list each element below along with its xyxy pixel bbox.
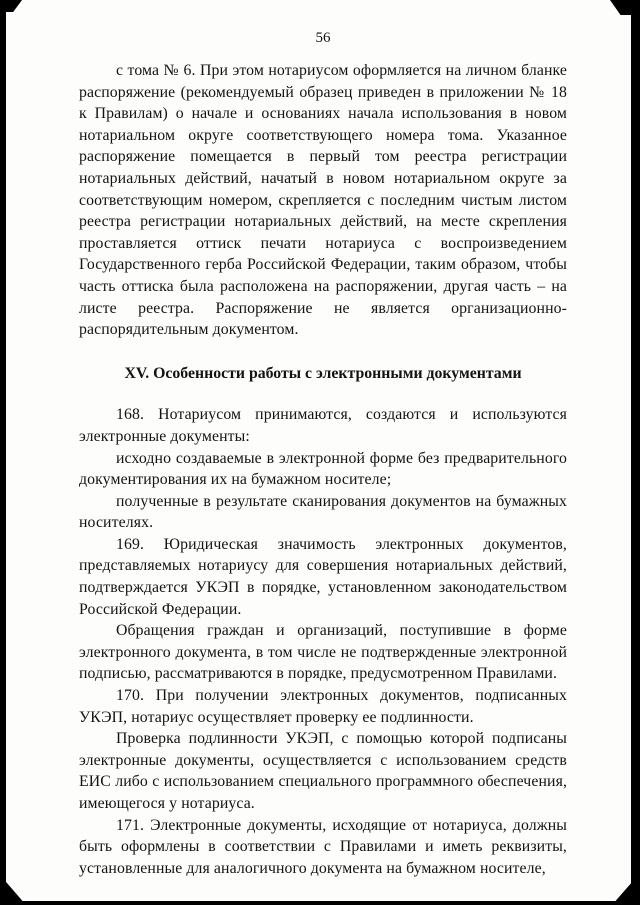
scan-artifact-top-right-corner: [610, 0, 640, 15]
paragraph-item-169-sub: Обращения граждан и организаций, поступившие в форме электронного документа, в том числе не подтвержденные электронной подписью, рассматриваются в порядке, предусмотренном Правилами.: [79, 622, 567, 683]
scan-artifact-bottom-edge: [0, 901, 640, 905]
page-content: [79, 30, 567, 879]
paragraph-item-168: 168. Нотариусом принимаются, создаются и используются электронные документы:: [79, 406, 567, 445]
scan-artifact-top-left-corner: [0, 0, 22, 12]
paragraph-continuation: с тома № 6. При этом нотариусом оформляется на личном бланке распоряжение (рекомендуемый образец приведен в приложении № 18 к Правилам) о начале и основаниях начала использования в новом нотариальном округе соответствующего номера тома. Указанное распоряжение помещается в первый том реестра регистрации нотариальных действий, начатый в новом нотариальном округе за соответствующим номером, скрепляется с последним чистым листом реестра регистрации нотариальных действий, на месте скрепления проставляется оттиск печати нотариуса с воспроизведением Государственного герба Российской Федерации, таким образом, чтобы часть оттиска была расположена на распоряжении, другая часть – на листе реестра. Распоряжение не является организационно-распорядительным документом.: [79, 62, 567, 339]
scan-artifact-left-edge: [0, 0, 6, 905]
section-heading: XV. Особенности работы с электронными документами: [124, 364, 522, 382]
paragraph-item-168-sub-1: исходно создаваемые в электронной форме без предварительного документирования их на бумажном носителе;: [79, 449, 567, 489]
page-number: 56: [315, 30, 331, 46]
paragraph-item-169: 169. Юридическая значимость электронных документов, представляемых нотариусу для совершения нотариальных действий, подтверждается УКЭП в порядке, установленном законодательством Российской Федерации.: [79, 535, 567, 618]
paragraph-item-170: 170. При получении электронных документов, подписанных УКЭП, нотариус осуществляет проверку ее подлинности.: [79, 687, 567, 726]
paragraph-item-168-sub-2: полученные в результате сканирования документов на бумажных носителях.: [79, 492, 567, 532]
paragraph-item-170-sub: Проверка подлинности УКЭП, с помощью которой подписаны электронные документы, осуществляется с использованием средств ЕИС либо с использованием специального программного обеспечения, имеющегося у нотариуса.: [79, 730, 567, 812]
paragraph-item-171: 171. Электронные документы, исходящие от нотариуса, должны быть оформлены в соответствии с Правилами и иметь реквизиты, установленные для аналогичного документа на бумажном носителе,: [79, 816, 567, 877]
scan-artifact-right-edge: [631, 0, 640, 905]
scan-artifact-bottom-left-corner: [0, 875, 26, 905]
